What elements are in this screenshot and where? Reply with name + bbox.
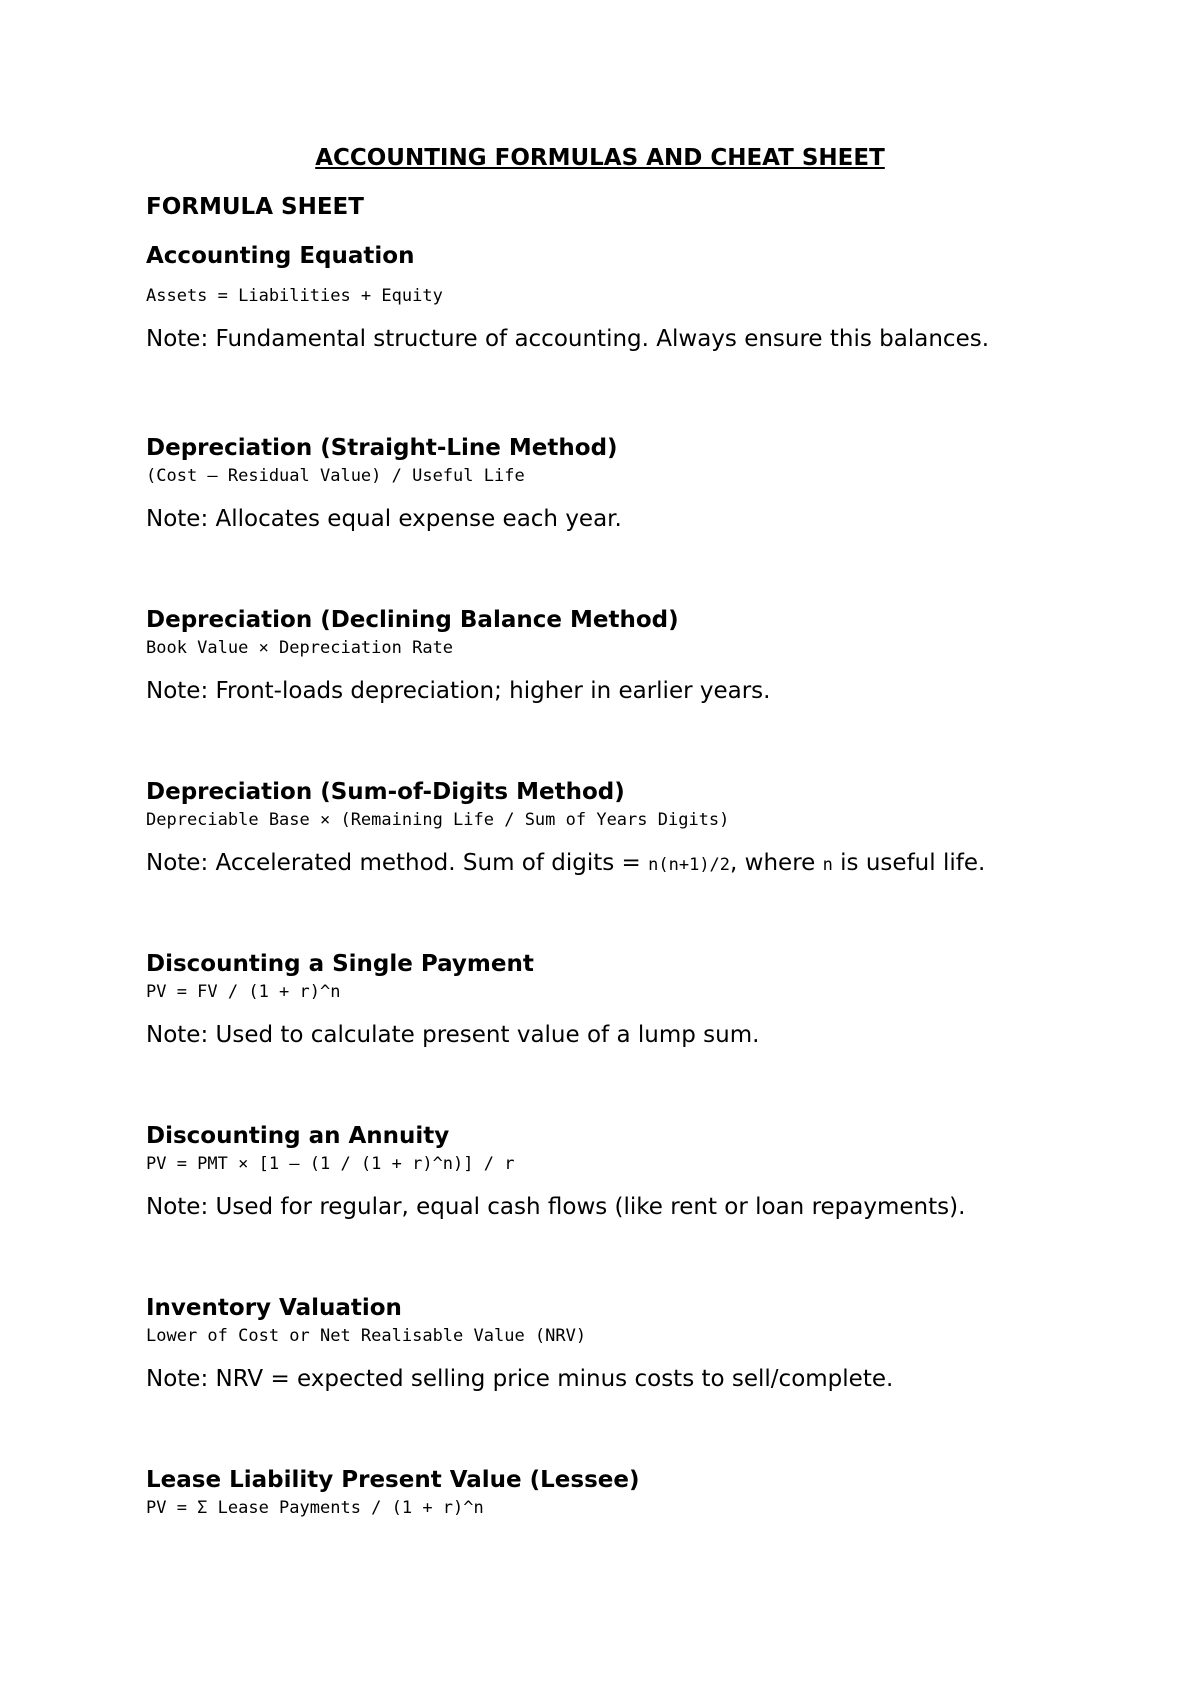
note-text: Note: Accelerated method. Sum of digits = [146,850,649,876]
formula: Book Value × Depreciation Rate [146,638,454,658]
section-heading: Discounting an Annuity [146,1123,450,1149]
section-inventory-valuation [146,1293,1146,1395]
note: Note: Allocates equal expense each year. [146,506,622,532]
note-code-sum-formula: n(n+1)/2 [648,855,731,875]
note: Note: Used to calculate present value of a lump sum. [146,1022,760,1048]
note-code-variable: n [822,855,833,875]
section-heading: Inventory Valuation [146,1295,402,1321]
formula-sheet-heading: FORMULA SHEET [146,194,364,220]
formula: Depreciable Base × (Remaining Life / Sum of Years Digits) [146,810,730,830]
section-depreciation-declining-balance [146,605,1146,707]
section-heading: Depreciation (Straight-Line Method) [146,435,618,461]
note: Note: Used for regular, equal cash flows (like rent or loan repayments). [146,1194,966,1220]
formula: PV = FV / (1 + r)^n [146,982,341,1002]
section-depreciation-sum-of-digits [146,777,1146,881]
note: Note: NRV = expected selling price minus costs to sell/complete. [146,1366,894,1392]
note: Note: Front-loads depreciation; higher in earlier years. [146,678,771,704]
formula: Assets = Liabilities + Equity [146,286,443,306]
section-depreciation-straight-line [146,433,1146,535]
section-heading: Depreciation (Declining Balance Method) [146,607,679,633]
note-text: is useful life. [832,850,986,876]
section-heading: Discounting a Single Payment [146,951,534,977]
section-heading: Depreciation (Sum-of-Digits Method) [146,779,625,805]
section-discounting-single-payment [146,949,1146,1051]
section-discounting-annuity [146,1121,1146,1223]
note: Note: Fundamental structure of accounting. Always ensure this balances. [146,326,990,352]
section-lease-liability [146,1465,1146,1521]
document-title: ACCOUNTING FORMULAS AND CHEAT SHEET [315,145,885,171]
section-heading: Lease Liability Present Value (Lessee) [146,1467,640,1493]
formula: Lower of Cost or Net Realisable Value (NRV) [146,1326,587,1346]
formula: PV = PMT × [1 – (1 / (1 + r)^n)] / r [146,1154,515,1174]
note-text: , where [730,850,823,876]
note [146,847,1146,881]
section-heading: Accounting Equation [146,243,415,269]
formula: (Cost – Residual Value) / Useful Life [146,466,525,486]
section-accounting-equation [146,241,1146,355]
formula: PV = Σ Lease Payments / (1 + r)^n [146,1498,484,1518]
